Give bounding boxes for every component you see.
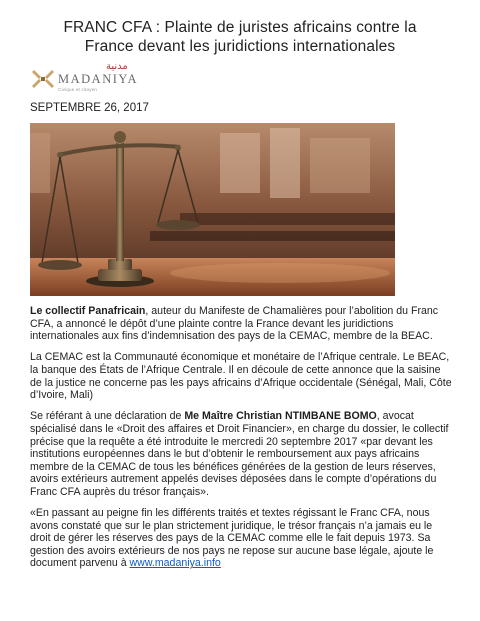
paragraph-4 (30, 507, 452, 570)
paragraph-3-after: , avocat spécialisé dans le «Droit des affaires et Droit Financier», en charge du dossier, le collectif précise que la requête a été introduite le mercredi 20 septembre 2017 «par devant les institutions européennes dans le but d’obtenir le remboursement aux pays africains membre de la CEMAC de tous les bénéfices générées de la gestion de leurs réserves, avoirs extérieurs autrement appelés devises déposées dans le compte d’opérations du Franc CFA auprès du trésor français». (30, 410, 449, 498)
madaniya-logo[interactable] (32, 61, 172, 96)
paragraph-3-bold: Me Maître Christian NTIMBANE BOMO (184, 410, 377, 423)
paragraph-1-bold: Le collectif Panafricain (30, 305, 146, 317)
article-body (30, 305, 452, 579)
article-title-line-1: FRANC CFA : Plainte de juristes africains contre la (63, 19, 417, 36)
scales-of-justice-illustration (30, 123, 395, 296)
paragraph-2-text: La CEMAC est la Communauté économique et monétaire de l’Afrique centrale. Le BEAC, la banque des États de l’Afrique Centrale. Il en découle de cette annonce que la saisine de la justice ne concerne pas les pays africains d’Afrique occidentale (Sénégal, Mali, Côte d’Ivoire, Mali) (30, 351, 452, 402)
publication-date: SEPTEMBRE 26, 2017 (30, 102, 149, 114)
paragraph-3 (30, 410, 452, 498)
paragraph-3-before: Se référant à une déclaration de (30, 410, 185, 423)
logo-arabic-text: مدنية (106, 61, 128, 72)
paragraph-2 (30, 351, 452, 401)
scales-of-justice-photo (30, 123, 395, 296)
madaniya-cross-icon (32, 68, 54, 90)
article-title-line-2: France devant les juridictions internationales (84, 38, 396, 55)
logo-tagline: Civique et citoyen (58, 87, 98, 92)
madaniya-link[interactable]: www.madaniya.info (129, 557, 221, 570)
logo-name: MADANIYA (58, 72, 139, 86)
paragraph-4-text: «En passant au peigne fin les différents traités et textes régissant le Franc CFA, nous avons constaté que sur le plan strictement juridique, le trésor français n’a jamais eu le droit de gérer les réserves des pays de la CEMAC comme elle le fait depuis 1973. Sa gestion des avoirs extérieurs de nos pays ne repose sur aucune base légale, ajoute le document parvenu à (30, 507, 434, 570)
paragraph-1-text: , auteur du Manifeste de Chamalières pour l’abolition du Franc CFA, a annoncé le dépôt d’une plainte contre la France devant les juridictions internationales aux fins d’indemnisation des pays de la CEMAC, membre de la BEAC. (30, 305, 439, 343)
article-title (30, 18, 450, 56)
paragraph-1 (30, 305, 452, 343)
